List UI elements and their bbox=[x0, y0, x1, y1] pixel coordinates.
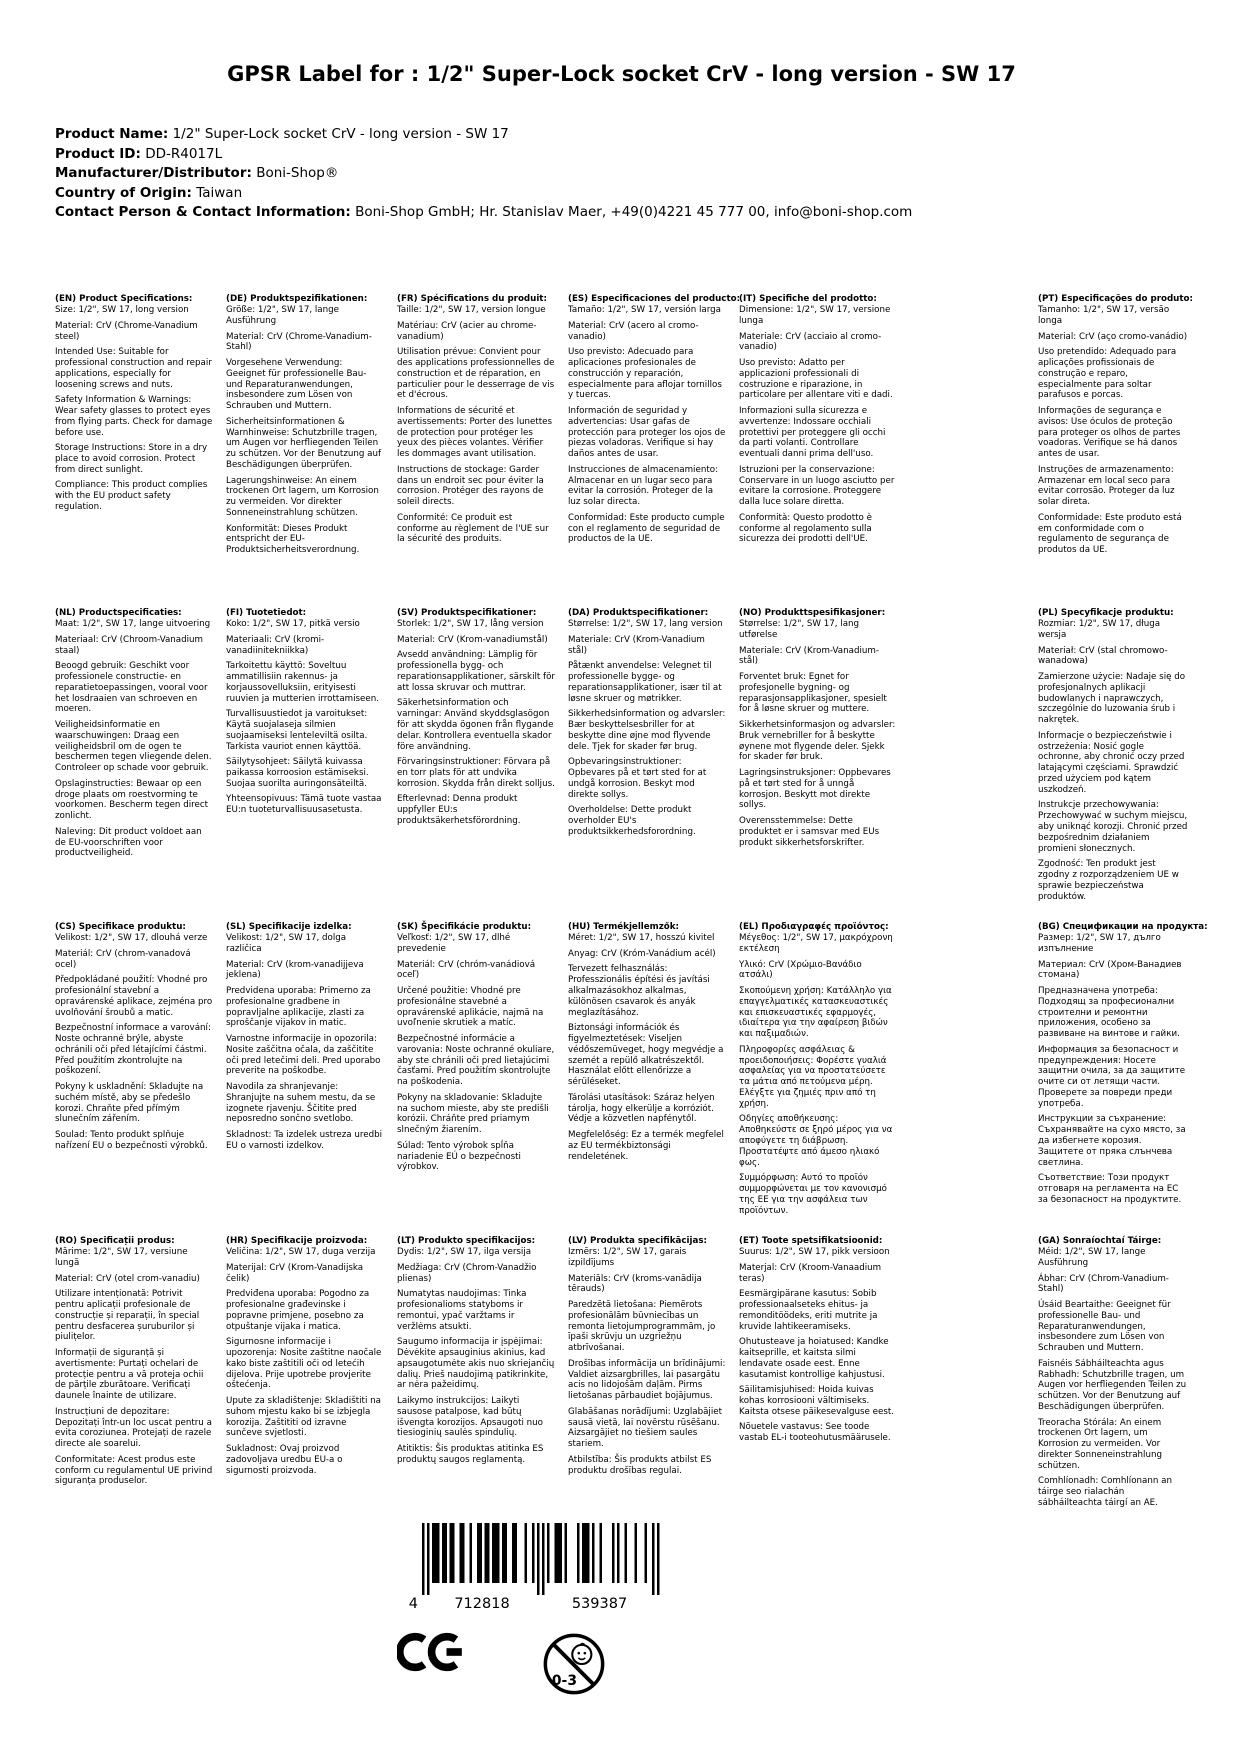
spec-block-cs bbox=[55, 922, 213, 1151]
spec-block-de bbox=[226, 294, 384, 556]
spec-paragraph: Uso pretendido: Adequado para aplicações profissionais de construção e reparo, especialmente para soltar parafusos e porcas. bbox=[1038, 346, 1177, 401]
spec-paragraph: Glabāšanas norādījumi: Uzglabājiet sausā vietā, lai novērstu rūsēšanu. Aizsargājiet no tiešiem saules stariem. bbox=[568, 1406, 722, 1450]
spec-block-lt bbox=[397, 1236, 555, 1465]
spec-paragraph: Veličina: 1/2", SW 17, duga verzija bbox=[226, 1247, 376, 1258]
spec-block-sv bbox=[397, 608, 555, 826]
age-warning-text: 0-3 bbox=[551, 1672, 577, 1689]
spec-block-hr bbox=[226, 1236, 384, 1476]
spec-paragraph: Turvallisuustiedot ja varoitukset: Käytä suojalaseja silmien suojaamiseksi lenteleviltä osilta. Tarkista vauriot ennen käyttöä. bbox=[226, 708, 368, 752]
spec-block-lv bbox=[568, 1236, 726, 1476]
spec-paragraph: Atbilstība: Šis produkts atbilst ES produktu drošības regulai. bbox=[568, 1454, 712, 1476]
spec-paragraph: Instrucciones de almacenamiento: Almacenar en un lugar seco para evitar la corrosión. Proteger de la luz solar directa. bbox=[568, 464, 718, 508]
spec-paragraph: Zgodność: Ten produkt jest zgodny z rozporządzeniem UE w sprawie bezpieczeństwa produktów. bbox=[1038, 859, 1179, 902]
spec-paragraph: Anyag: CrV (Króm-Vanádium acél) bbox=[568, 948, 716, 959]
spec-paragraph: Ohutusteave ja hoiatused: Kandke kaitseprille, et kaitsta silmi lendavate osade eest. Enne kasutamist kontrollige kahjustusi. bbox=[739, 1336, 889, 1380]
origin-row bbox=[55, 184, 1188, 203]
spec-paragraph: Material: CrV (otel crom-vanadiu) bbox=[55, 1273, 200, 1284]
spec-paragraph: Informations de sécurité et avertissements: Porter des lunettes de protection pour protéger les yeux des pièces volantes. Vérifier les dommages avant utilisation. bbox=[397, 405, 553, 460]
spec-paragraph: Størrelse: 1/2", SW 17, lang version bbox=[568, 619, 723, 630]
spec-paragraph: Koko: 1/2", SW 17, pitkä versio bbox=[226, 619, 360, 630]
page-title: GPSR Label for : 1/2" Super-Lock socket CrV - long version - SW 17 bbox=[227, 62, 1016, 86]
spec-paragraph: Dimensione: 1/2", SW 17, versione lunga bbox=[739, 305, 891, 327]
spec-block-fi bbox=[226, 608, 384, 815]
spec-block-title: (PL) Specyfikacje produktu: bbox=[1038, 608, 1174, 619]
spec-paragraph: Maat: 1/2", SW 17, lange uitvoering bbox=[55, 619, 211, 630]
spec-paragraph: Material: CrV (aço cromo-vanádio) bbox=[1038, 331, 1188, 342]
spec-paragraph: Vorgesehene Verwendung: Geeignet für professionelle Bau- und Reparaturanwendungen, insbesondere zum Lösen von Schrauben und Muttern. bbox=[226, 357, 367, 412]
spec-block-title: (SL) Specifikacije izdelka: bbox=[226, 922, 352, 933]
spec-paragraph: Size: 1/2", SW 17, long version bbox=[55, 305, 189, 316]
spec-block-title: (SK) Špecifikácie produktu: bbox=[397, 922, 532, 933]
spec-block-title: (DE) Produktspezifikationen: bbox=[226, 294, 368, 305]
spec-paragraph: Säkerhetsinformation och varningar: Använd skyddsglasögon för att skydda ögonen från flygande delar. Kontrollera eventuella skador före användning. bbox=[397, 698, 554, 752]
spec-paragraph: Materiāls: CrV (kroms-vanādija tērauds) bbox=[568, 1273, 702, 1295]
spec-paragraph: Avsedd användning: Lämplig för professionella bygg- och reparationsapplikationer, särskilt för att lossa skruvar och muttrar. bbox=[397, 650, 556, 693]
origin-label: Country of Origin: bbox=[55, 184, 192, 201]
spec-block-title: (GA) Sonraíochtaí Táirge: bbox=[1038, 1236, 1162, 1247]
product-id-value: DD-R4017L bbox=[145, 145, 223, 162]
spec-block-title: (EN) Product Specifications: bbox=[55, 294, 193, 305]
spec-paragraph: Lagringsinstruksjoner: Oppbevares på et tørt sted for å unngå korrosjon. Beskytt mot direkte sollys. bbox=[739, 767, 891, 811]
language-blocks-grid bbox=[55, 294, 1208, 1509]
spec-paragraph: Předpokládané použití: Vhodné pro profesionální stavební a opravárenské aplikace, zejména pro uvolňování šroubů a matic. bbox=[55, 974, 213, 1018]
manufacturer-value: Boni-Shop® bbox=[256, 165, 339, 182]
spec-paragraph: Informații de siguranță și avertismente: Purtați ochelari de protecție pentru a vă proteja ochii de părțile zburătoare. Verificați daunele înainte de utilizare. bbox=[55, 1347, 204, 1402]
spec-paragraph: Taille: 1/2", SW 17, version longue bbox=[397, 305, 546, 316]
spec-block-bg bbox=[1038, 922, 1208, 1206]
spec-paragraph: Navodila za shranjevanje: Shranjujte na suhem mestu, da se izognete rjavenju. Ščitite pred neposredno sončno svetlobo. bbox=[226, 1081, 376, 1125]
age-warning-0-3-icon bbox=[541, 1631, 607, 1697]
symbols-row bbox=[397, 1631, 725, 1697]
spec-paragraph: Rozmiar: 1/2", SW 17, długa wersja bbox=[1038, 619, 1161, 641]
spec-block-title: (IT) Specifiche del prodotto: bbox=[739, 294, 877, 305]
spec-paragraph: Atitiktis: Šis produktas atitinka ES produktų saugos reglamentą. bbox=[397, 1443, 544, 1465]
spec-paragraph: Upute za skladištenje: Skladištiti na suhom mjestu kako bi se izbjegla korozija. Zaštititi od izravne sunčeve svjetlosti. bbox=[226, 1395, 381, 1439]
spec-paragraph: Zamierzone użycie: Nadaje się do profesjonalnych aplikacji budowlanych i naprawczych, szczególnie do luzowania śrub i nakrętek. bbox=[1038, 671, 1186, 726]
spec-block-pt bbox=[1038, 294, 1193, 556]
spec-paragraph: Uso previsto: Adatto per applicazioni professionali di costruzione e riparazione, in particolare per allentare viti e dadi. bbox=[739, 357, 893, 401]
spec-paragraph: Størrelse: 1/2", SW 17, lang utførelse bbox=[739, 619, 860, 641]
spec-paragraph: Pokyny k uskladnění: Skladujte na suchém místě, aby se předešlo korozi. Chraňte před přímým slunečním zářením. bbox=[55, 1081, 204, 1125]
spec-paragraph: Conformidad: Este producto cumple con el reglamento de seguridad de productos de la UE. bbox=[568, 512, 725, 545]
spec-paragraph: Información de seguridad y advertencias: Usar gafas de protección para proteger los ojos de piezas voladoras. Verifique si hay daños antes de usar. bbox=[568, 405, 726, 460]
spec-block-title: (FI) Tuotetiedot: bbox=[226, 608, 307, 619]
label-footer bbox=[395, 1523, 725, 1697]
spec-paragraph: Overensstemmelse: Dette produktet er i samsvar med EUs produkt sikkerhetsforskrifter. bbox=[739, 815, 880, 848]
spec-paragraph: Beoogd gebruik: Geschikt voor professionele constructie- en reparatietoepassingen, vooral voor het losdraaien van schroeven en moeren. bbox=[55, 660, 208, 715]
spec-paragraph: Tervezett felhasználás: Professzionális építési és javítási alkalmazásokhoz alkalmas, különösen csavarok és anyák meglazításához. bbox=[568, 964, 710, 1018]
spec-paragraph: Lagerungshinweise: An einem trockenen Ort lagern, um Korrosion zu vermeiden. Vor direkter Sonneneinstrahlung schützen. bbox=[226, 475, 379, 519]
spec-paragraph: Πληροφορίες ασφάλειας & προειδοποιήσεις: Φορέστε γυαλιά ασφαλείας για να προστατεύσετε τα μάτια από πετούμενα μέρη. Ελέγξτε για ζημιές πριν από τη χρήση. bbox=[739, 1044, 887, 1109]
barcode bbox=[407, 1523, 663, 1615]
spec-paragraph: Conformità: Questo prodotto è conforme al regolamento sulla sicurezza dei prodotti dell'UE. bbox=[739, 512, 872, 545]
spec-paragraph: Informacje o bezpieczeństwie i ostrzeżenia: Nosić gogle ochronne, aby chronić oczy przed latającymi częściami. Sprawdzić przed użyciem pod kątem uszkodzeń. bbox=[1038, 730, 1185, 795]
spec-paragraph: Compliance: This product complies with the EU product safety regulation. bbox=[55, 480, 208, 512]
spec-paragraph: Instrucțiuni de depozitare: Depozitați într-un loc uscat pentru a evita coroziunea. Protejați de razele directe ale soarelui. bbox=[55, 1406, 212, 1450]
barcode-digits: 712818 bbox=[454, 1596, 510, 1611]
spec-paragraph: Tamaño: 1/2", SW 17, versión larga bbox=[568, 305, 722, 316]
spec-block-title: (ES) Especificaciones del producto: bbox=[568, 294, 741, 305]
spec-block-no bbox=[739, 608, 897, 848]
spec-paragraph: Paredzētā lietošana: Piemērots profesionālām būvniecības un remonta lietojumprogrammām, jo īpaši skrūvju un uzgriežņu atbrīvošanai. bbox=[568, 1299, 716, 1354]
spec-paragraph: Informazioni sulla sicurezza e avvertenze: Indossare occhiali protettivi per proteggere gli occhi da parti volanti. Controllare eventuali danni prima dell'uso. bbox=[739, 405, 886, 460]
spec-paragraph: Forventet bruk: Egnet for profesjonelle bygning- og reparasjonsapplikasjoner, spesielt for å løsne skruer og muttere. bbox=[739, 671, 887, 715]
manufacturer-label: Manufacturer/Distributor: bbox=[55, 165, 252, 182]
spec-paragraph: Megfelelőség: Ez a termék megfelel az EU termékbiztonsági rendeletének. bbox=[568, 1129, 724, 1162]
spec-block-ro bbox=[55, 1236, 213, 1487]
spec-paragraph: Tamanho: 1/2", SW 17, versão longa bbox=[1038, 305, 1170, 327]
spec-paragraph: Sikkerhedsinformation og advarsler: Bær beskyttelsesbriller for at beskytte dine øjne mod flyvende dele. Tjek for skader før brug. bbox=[568, 708, 726, 752]
spec-paragraph: Yhteensopivuus: Tämä tuote vastaa EU:n tuoteturvallisuusasetusta. bbox=[226, 794, 382, 815]
spec-paragraph: Intended Use: Suitable for professional construction and repair applications, especially for loosening screws and nuts. bbox=[55, 346, 212, 390]
spec-block-title: (ET) Toote spetsifikatsioonid: bbox=[739, 1236, 883, 1247]
spec-paragraph: Conformitate: Acest produs este conform cu regulamentul UE privind siguranța produselor. bbox=[55, 1454, 213, 1487]
spec-paragraph: Instrukcje przechowywania: Przechowywać w suchym miejscu, aby uniknąć korozji. Chronić przed bezpośrednim działaniem promieni słonecznych. bbox=[1038, 800, 1188, 854]
spec-paragraph: Mărime: 1/2", SW 17, versiune lungă bbox=[55, 1247, 188, 1269]
origin-value: Taiwan bbox=[196, 184, 243, 201]
spec-paragraph: Größe: 1/2", SW 17, lange Ausführung bbox=[226, 305, 339, 327]
spec-block-title: (HR) Specifikacije proizvoda: bbox=[226, 1236, 368, 1247]
spec-paragraph: Medžiaga: CrV (Chrom-Vanadžio plienas) bbox=[397, 1262, 537, 1284]
spec-paragraph: Förvaringsinstruktioner: Förvara på en torr plats för att undvika korrosion. Skydda från direkt solljus. bbox=[397, 756, 555, 789]
spec-paragraph: Informações de segurança e avisos: Use óculos de proteção para proteger os olhos de partes voadoras. Verifique se há danos antes de usar. bbox=[1038, 405, 1181, 460]
spec-block-title: (NO) Produkttspesifikasjoner: bbox=[739, 608, 886, 619]
spec-block-en bbox=[55, 294, 213, 512]
spec-paragraph: Συμμόρφωση: Αυτό το προϊόν συμμορφώνεται με τον κανονισμό της ΕΕ για την ασφάλεια των προϊόντων. bbox=[739, 1173, 887, 1216]
spec-paragraph: Съответствие: Този продукт отговаря на регламента на ЕС за безопасност на продуктите. bbox=[1038, 1173, 1182, 1205]
spec-paragraph: Konformität: Dieses Produkt entspricht der EU-Produktsicherheitsverordnung. bbox=[226, 523, 360, 556]
spec-paragraph: Treoracha Stórála: An einem trockenen Ort lagern, um Korrosion zu vermeiden. Vor direkter Sonneneinstrahlung schützen. bbox=[1038, 1417, 1163, 1471]
spec-paragraph: Efterlevnad: Denna produkt uppfyller EU:s produktsäkerhetsförordning. bbox=[397, 794, 521, 826]
spec-paragraph: Инструкции за съхранение: Съхранявайте на сухо място, за да избегнете корозия. Защитете от пряка слънчева светлина. bbox=[1038, 1114, 1186, 1168]
spec-paragraph: Materiał: CrV (stal chromowo-wanadowa) bbox=[1038, 645, 1168, 667]
spec-paragraph: Conformidade: Este produto está em conformidade com o regulamento de segurança de produtos da UE. bbox=[1038, 512, 1182, 556]
spec-paragraph: Faisnéis Sábháilteachta agus Rabhadh: Schutzbrille tragen, um Augen vor herfliegenden Teilen zu schützen. Vor der Benutzung auf Beschädigungen überprüfen. bbox=[1038, 1358, 1187, 1413]
contact-row bbox=[55, 203, 1188, 222]
spec-paragraph: Tárolási utasítások: Száraz helyen tárolja, hogy elkerülje a korróziót. Védje a közvetlen napfénytől. bbox=[568, 1092, 715, 1125]
manufacturer-row bbox=[55, 164, 1188, 183]
spec-paragraph: Sicherheitsinformationen & Warnhinweise: Schutzbrille tragen, um Augen vor herfliegenden Teilen zu schützen. Vor der Benutzung auf Beschädigungen überprüfen. bbox=[226, 416, 382, 471]
spec-paragraph: Säilytysohjeet: Säilytä kuivassa paikassa korroosion estämiseksi. Suojaa suorilta auringonsäteiltä. bbox=[226, 756, 369, 789]
spec-paragraph: Materijal: CrV (Krom-Vanadijska čelik) bbox=[226, 1262, 364, 1284]
spec-paragraph: Materiál: CrV (chróm-vanádiová oceľ) bbox=[397, 959, 536, 981]
contact-value: Boni-Shop GmbH; Hr. Stanislav Maer, +49(0)4221 45 777 00, info@boni-shop.com bbox=[355, 203, 913, 220]
spec-paragraph: Materiaal: CrV (Chroom-Vanadium staal) bbox=[55, 634, 204, 656]
spec-block-sk bbox=[397, 922, 555, 1173]
spec-paragraph: Instructions de stockage: Garder dans un endroit sec pour éviter la corrosion. Protéger des rayons de soleil directs. bbox=[397, 464, 544, 508]
spec-paragraph: Materjal: CrV (Kroom-Vanaadium teras) bbox=[739, 1262, 882, 1284]
spec-paragraph: Материал: CrV (Хром-Ванадиев стомана) bbox=[1038, 959, 1182, 981]
spec-paragraph: Bezpečnostní informace a varování: Noste ochranné brýle, abyste ochránili oči před létajícími částmi. Před použitím zkontrolujte na poškození. bbox=[55, 1022, 211, 1077]
spec-paragraph: Méret: 1/2", SW 17, hosszú kivitel bbox=[568, 933, 715, 944]
spec-paragraph: Tarkoitettu käyttö: Soveltuu ammatillisiin rakennus- ja korjaussovelluksiin, erityisesti ruuvien ja mutterien irrottamiseen. bbox=[226, 660, 379, 704]
spec-paragraph: Opslaginstructies: Bewaar op een droge plaats om roestvorming te voorkomen. Bescherm tegen direct zonlicht. bbox=[55, 778, 209, 822]
spec-paragraph: Påtænkt anvendelse: Velegnet til professionelle bygge- og reparationsapplikationer, især til at løsne skruer og møtrikker. bbox=[568, 660, 722, 704]
spec-paragraph: Material: CrV (Krom-vanadiumstål) bbox=[397, 634, 548, 645]
spec-paragraph: Nõuetele vastavus: See toode vastab EL-i tooteohutusmäärusele. bbox=[739, 1422, 891, 1443]
spec-paragraph: Σκοπούμενη χρήση: Κατάλληλο για επαγγελματικές κατασκευαστικές και επισκευαστικές εφαρμογές, ιδιαίτερα για την αφαίρεση βιδών και παξιμαδιών. bbox=[739, 985, 892, 1040]
spec-paragraph: Dydis: 1/2", SW 17, ilga versija bbox=[397, 1247, 532, 1258]
spec-paragraph: Storage Instructions: Store in a dry place to avoid corrosion. Protect from direct sunlight. bbox=[55, 442, 208, 475]
spec-paragraph: Sikkerhetsinformasjon og advarsler: Bruk vernebriller for å beskytte øynene mot flygende deler. Sjekk for skader før bruk. bbox=[739, 719, 896, 763]
spec-paragraph: Material: CrV (krom-vanadijjeva jeklena) bbox=[226, 959, 364, 981]
contact-label: Contact Person & Contact Information: bbox=[55, 203, 351, 220]
spec-paragraph: Velikost: 1/2", SW 17, dlouhá verze bbox=[55, 933, 208, 944]
product-id-row bbox=[55, 145, 1188, 164]
spec-block-title: (EL) Προδιαγραφές προϊόντος: bbox=[739, 922, 889, 933]
spec-paragraph: Safety Information & Warnings: Wear safety glasses to protect eyes from flying parts. Check for damage before use. bbox=[55, 394, 213, 438]
barcode-digits: 4 bbox=[408, 1596, 418, 1611]
product-name-value: 1/2" Super-Lock socket CrV - long version - SW 17 bbox=[172, 126, 509, 143]
ce-mark-icon bbox=[397, 1631, 463, 1673]
barcode-digits: 539387 bbox=[571, 1596, 628, 1611]
spec-block-nl bbox=[55, 608, 213, 859]
spec-block-title: (NL) Productspecificaties: bbox=[55, 608, 182, 619]
spec-paragraph: Предназначена употреба: Подходящ за професионални строителни и ремонтни приложения, особено за развиване на винтове и гайки. bbox=[1038, 985, 1180, 1040]
spec-paragraph: Uso previsto: Adecuado para aplicaciones profesionales de construcción y reparación, especialmente para aflojar tornillos y tuercas. bbox=[568, 346, 722, 401]
spec-paragraph: Instruções de armazenamento: Armazenar em local seco para evitar corrosão. Proteger da luz solar direta. bbox=[1038, 464, 1175, 508]
spec-paragraph: Materiaali: CrV (kromi-vanadiinitekniikka) bbox=[226, 634, 325, 656]
spec-block-fr bbox=[397, 294, 555, 545]
spec-block-ga bbox=[1038, 1236, 1188, 1509]
spec-block-da bbox=[568, 608, 726, 837]
spec-paragraph: Bezpečnostné informácie a varovania: Noste ochranné okuliare, aby ste chránili oči pred lietajúcimi časťami. Pred použitím skontrolujte na poškodenia. bbox=[397, 1033, 555, 1088]
spec-block-title: (BG) Спецификации на продукта: bbox=[1038, 922, 1208, 933]
spec-paragraph: Súlad: Tento výrobok spĺňa nariadenie EÚ o bezpečnosti výrobkov. bbox=[397, 1140, 521, 1173]
spec-paragraph: Materiale: CrV (acciaio al cromo-vanadio) bbox=[739, 331, 882, 353]
spec-paragraph: Οδηγίες αποθήκευσης: Αποθηκεύστε σε ξηρό μέρος για να αποφύγετε τη διάβρωση. Προστατέψτε από άμεσο ηλιακό φως. bbox=[739, 1114, 893, 1168]
spec-paragraph: Μέγεθος: 1/2", SW 17, μακρόχρονη εκτέλεση bbox=[739, 933, 893, 955]
spec-paragraph: Ábhar: CrV (Chrom-Vanadium-Stahl) bbox=[1038, 1273, 1169, 1295]
spec-paragraph: Naleving: Dit product voldoet aan de EU-voorschriften voor productveiligheid. bbox=[55, 826, 202, 859]
spec-paragraph: Υλικό: CrV (Χρώμιο-Βανάδιο ατσάλι) bbox=[739, 959, 862, 981]
spec-paragraph: Predviđena uporaba: Pogodno za profesionalne građevinske i popravne primjene, posebno za otpuštanje vijaka i matica. bbox=[226, 1288, 370, 1332]
spec-paragraph: Úsáid Beartaithe: Geeignet für professionelle Bau- und Reparaturanwendungen, insbesondere zum Lösen von Schrauben und Muttern. bbox=[1038, 1299, 1171, 1354]
spec-paragraph: Material: CrV (Chrome-Vanadium-Stahl) bbox=[226, 331, 372, 353]
spec-paragraph: Sigurnosne informacije i upozorenja: Nosite zaštitne naočale kako biste zaštitili oči od letećih dijelova. Prije upotrebe provjerite oštećenja. bbox=[226, 1336, 382, 1391]
spec-block-title: (LT) Produkto specifikacijos: bbox=[397, 1236, 536, 1247]
spec-block-it bbox=[739, 294, 897, 545]
spec-paragraph: Biztonsági információk és figyelmeztetések: Viseljen védőszemüveget, hogy megvédje a szemét a repülő alkatrészektől. Használat előtt ellenőrizze a sérüléseket. bbox=[568, 1022, 724, 1088]
spec-paragraph: Comhlíonadh: Comhlíonann an táirge seo rialachán sábháilteachta táirgí an AE. bbox=[1038, 1476, 1172, 1509]
spec-paragraph: Utilisation prévue: Convient pour des applications professionnelles de construction et de réparation, en particulier pour le desserrage de vis et d'écrous. bbox=[397, 346, 555, 401]
spec-block-title: (LV) Produkta specifikācijas: bbox=[568, 1236, 707, 1247]
spec-paragraph: Drošības informācija un brīdinājumi: Valdiet aizsargbrilles, lai pasargātu acis no lidojošām daļām. Pirms lietošanas pārbaudiet bojājumus. bbox=[568, 1358, 726, 1402]
spec-paragraph: Skladnost: Ta izdelek ustreza uredbi EU o varnosti izdelkov. bbox=[226, 1129, 383, 1151]
spec-paragraph: Conformité: Ce produit est conforme au règlement de l'UE sur la sécurité des produits. bbox=[397, 512, 549, 545]
product-info bbox=[55, 125, 1188, 222]
spec-paragraph: Materiál: CrV (chrom-vanadová ocel) bbox=[55, 948, 191, 970]
spec-paragraph: Utilizare intenționată: Potrivit pentru aplicații profesionale de construcție și reparații, în special pentru desfacerea șuruburilor și piulițelor. bbox=[55, 1288, 200, 1343]
spec-paragraph: Numatytas naudojimas: Tinka profesionalioms statyboms ir remontui, ypač varžtams ir veržlėms atsukti. bbox=[397, 1288, 527, 1332]
spec-paragraph: Veiligheidsinformatie en waarschuwingen: Draag een veiligheidsbril om de ogen te beschermen tegen vliegende delen. Controleer op schade voor gebruik. bbox=[55, 719, 212, 774]
spec-paragraph: Storlek: 1/2", SW 17, lång version bbox=[397, 619, 544, 630]
spec-paragraph: Информация за безопасност и предупреждения: Носете защитни очила, за да защитите очите си от летящи части. Проверете за повреди преди употреба. bbox=[1038, 1044, 1186, 1109]
spec-block-et bbox=[739, 1236, 897, 1443]
spec-paragraph: Suurus: 1/2", SW 17, pikk versioon bbox=[739, 1247, 890, 1258]
spec-paragraph: Méid: 1/2", SW 17, lange Ausführung bbox=[1038, 1247, 1146, 1269]
spec-paragraph: Matériau: CrV (acier au chrome-vanadium) bbox=[397, 320, 537, 342]
spec-block-title: (FR) Spécifications du produit: bbox=[397, 294, 547, 305]
spec-paragraph: Material: CrV (Chrome-Vanadium steel) bbox=[55, 320, 198, 342]
spec-paragraph: Pokyny na skladovanie: Skladujte na suchom mieste, aby ste predišli korózii. Chráňte pred priamym slnečným žiarením. bbox=[397, 1092, 549, 1136]
spec-paragraph: Sukladnost: Ovaj proizvod zadovoljava uredbu EU-a o sigurnosti proizvoda. bbox=[226, 1443, 343, 1476]
spec-paragraph: Veľkosť: 1/2", SW 17, dlhé prevedenie bbox=[397, 933, 511, 955]
product-name-label: Product Name: bbox=[55, 126, 169, 143]
spec-paragraph: Velikost: 1/2", SW 17, dolga različica bbox=[226, 933, 347, 955]
spec-paragraph: Varnostne informacije in opozorila: Nosite zaščitna očala, da zaščitite oči pred letečimi deli. Pred uporabo preverite na poškodbe. bbox=[226, 1033, 381, 1077]
spec-paragraph: Izmērs: 1/2", SW 17, garais izpildījums bbox=[568, 1247, 687, 1269]
product-id-label: Product ID: bbox=[55, 145, 141, 162]
spec-block-title: (DA) Produktspecifikationer: bbox=[568, 608, 709, 619]
spec-block-hu bbox=[568, 922, 726, 1162]
spec-paragraph: Размер: 1/2", SW 17, дълго изпълнение bbox=[1038, 933, 1161, 955]
spec-paragraph: Laikymo instrukcijos: Laikyti sausose patalpose, kad būtų išvengta korozijos. Apsaugoti nuo tiesioginių saulės spindulių. bbox=[397, 1395, 543, 1439]
spec-paragraph: Materiale: CrV (Krom-Vanadium stål) bbox=[568, 634, 705, 656]
spec-paragraph: Overholdelse: Dette produkt overholder EU's produktsikkerhedsforordning. bbox=[568, 804, 696, 837]
spec-paragraph: Eesmärgipärane kasutus: Sobib professionaalseteks ehitus- ja remonditöödeks, eriti mutrite ja kruvide lahtikeeramiseks. bbox=[739, 1288, 878, 1332]
spec-paragraph: Soulad: Tento produkt splňuje nařízení EU o bezpečnosti výrobků. bbox=[55, 1129, 208, 1151]
spec-paragraph: Säilitamisjuhised: Hoida kuivas kohas korrosiooni vältimiseks. Kaitsta otsese päikesevalguse eest. bbox=[739, 1384, 895, 1417]
spec-paragraph: Saugumo informacija ir įspėjimai: Dėvėkite apsauginius akinius, kad apsaugotumėte akis nuo skriejančių dalių. Prieš naudojimą patikrinkite, ar nėra pažeidimų. bbox=[397, 1336, 555, 1391]
spec-block-es bbox=[568, 294, 741, 545]
spec-block-title: (PT) Especificações do produto: bbox=[1038, 294, 1193, 305]
spec-paragraph: Určené použitie: Vhodné pre profesionálne stavebné a opravárenské aplikácie, najmä na uvoľnenie skrutiek a matíc. bbox=[397, 985, 544, 1029]
spec-block-title: (HU) Termékjellemzők: bbox=[568, 922, 680, 933]
product-name-row bbox=[55, 125, 1188, 144]
spec-paragraph: Material: CrV (acero al cromo-vanadio) bbox=[568, 320, 699, 342]
spec-block-pl bbox=[1038, 608, 1188, 902]
spec-paragraph: Predvidena uporaba: Primerno za profesionalne gradbene in popravljalne aplikacije, zlasti za sproščanje vijakov in matic. bbox=[226, 985, 371, 1029]
spec-block-el bbox=[739, 922, 897, 1216]
spec-paragraph: Istruzioni per la conservazione: Conservare in un luogo asciutto per evitare la corrosione. Proteggere dalla luce solare diretta. bbox=[739, 464, 895, 508]
spec-block-title: (RO) Specificații produs: bbox=[55, 1236, 175, 1247]
spec-block-title: (CS) Specifikace produktu: bbox=[55, 922, 186, 933]
spec-block-title: (SV) Produktspecifikationer: bbox=[397, 608, 537, 619]
spec-paragraph: Opbevaringsinstruktioner: Opbevares på et tørt sted for at undgå korrosion. Beskyt mod direkte sollys. bbox=[568, 756, 707, 800]
spec-block-sl bbox=[226, 922, 384, 1151]
spec-paragraph: Materiale: CrV (Krom-Vanadium-stål) bbox=[739, 645, 879, 667]
